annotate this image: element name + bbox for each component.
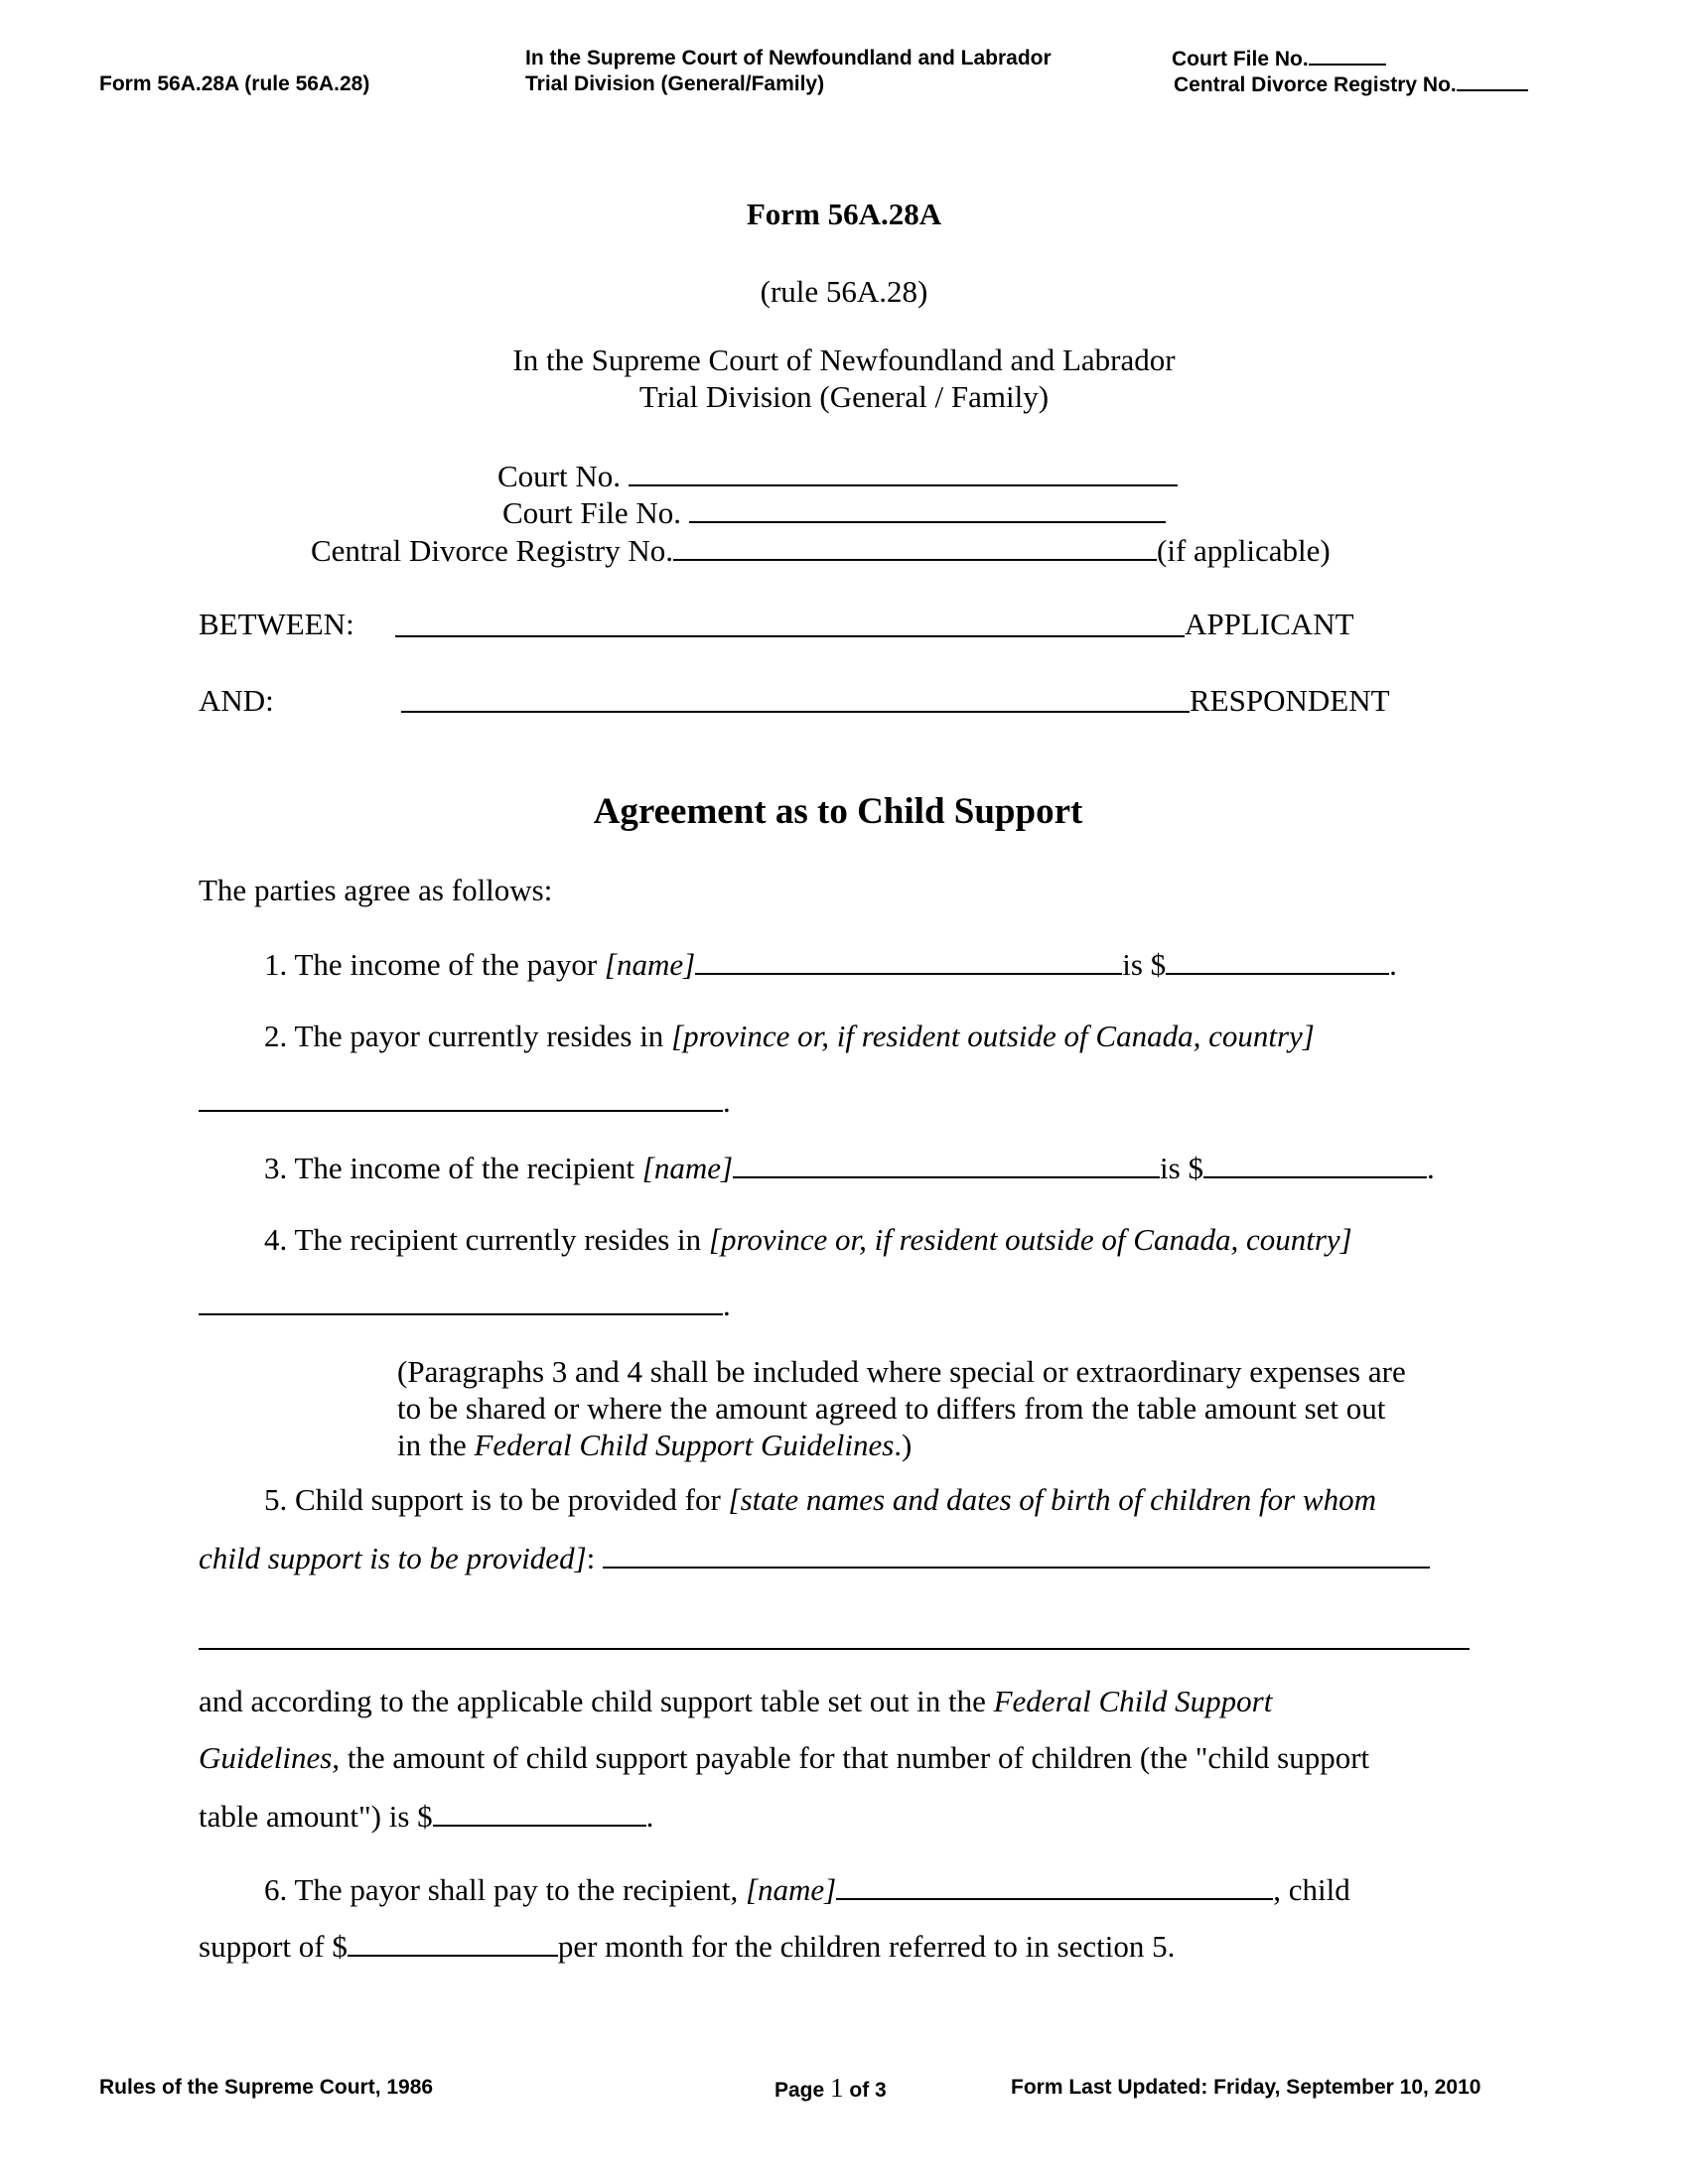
monthly-support-blank[interactable] xyxy=(348,1927,558,1957)
applicant-label: APPLICANT xyxy=(1185,607,1354,641)
recipient-income-blank[interactable] xyxy=(1203,1149,1427,1178)
paragraph-3: 3. The income of the recipient [name] is $ . xyxy=(264,1151,1435,1185)
intro-text: The parties agree as follows: xyxy=(199,873,553,907)
between-label: BETWEEN: xyxy=(199,607,354,641)
court-no-blank[interactable] xyxy=(629,457,1178,486)
court-no-field: Court No. xyxy=(497,457,1178,494)
table-line-1: and according to the applicable child support table set out in the Federal Child Support xyxy=(199,1684,1273,1718)
paragraph-4: 4. The recipient currently resides in [province or, if resident outside of Canada, country] xyxy=(264,1222,1352,1257)
note-line-2: to be shared or where the amount agreed to differs from the table amount set out xyxy=(397,1391,1386,1426)
header-form-ref: Form 56A.28A (rule 56A.28) xyxy=(99,72,370,95)
header-court-line2: Trial Division (General/Family) xyxy=(525,72,825,95)
note-line-1: (Paragraphs 3 and 4 shall be included where special or extraordinary expenses are xyxy=(397,1354,1406,1389)
footer-updated: Form Last Updated: Friday, September 10, 2010 xyxy=(1011,2076,1481,2099)
table-line-3: table amount") is $ . xyxy=(199,1799,654,1834)
court-file-no-field: Court File No. xyxy=(502,493,1166,531)
children-blank-2[interactable] xyxy=(199,1648,1470,1650)
table-amount-blank[interactable] xyxy=(433,1797,646,1827)
payor-income-blank[interactable] xyxy=(1166,945,1389,975)
paragraph-2: 2. The payor currently resides in [province or, if resident outside of Canada, country] xyxy=(264,1019,1315,1053)
paragraph-1: 1. The income of the payor [name] is $ . xyxy=(264,947,1397,982)
and-label: AND: xyxy=(199,683,274,718)
paragraph-5: 5. Child support is to be provided for [state names and dates of birth of children for whom xyxy=(264,1482,1376,1517)
table-line-2: Guidelines, the amount of child support payable for that number of children (the "child support xyxy=(199,1740,1370,1775)
children-blank-1[interactable] xyxy=(603,1539,1430,1569)
recipient-name-blank-2[interactable] xyxy=(836,1870,1273,1900)
paragraph-6: 6. The payor shall pay to the recipient, [name] , child xyxy=(264,1872,1350,1907)
footer-rules: Rules of the Supreme Court, 1986 xyxy=(99,2076,434,2099)
recipient-residence-blank[interactable] xyxy=(199,1286,723,1315)
applicant-name-blank[interactable] xyxy=(395,635,1185,637)
paragraph-6-cont: support of $ per month for the children referred to in section 5. xyxy=(199,1929,1176,1964)
footer-page: Page 1 of 3 xyxy=(774,2073,887,2103)
header-court-line1: In the Supreme Court of Newfoundland and Labrador xyxy=(525,47,1052,69)
header-registry: Central Divorce Registry No. xyxy=(1174,71,1528,98)
registry-no-field: Central Divorce Registry No. (if applicable) xyxy=(311,533,1331,568)
respondent-name-blank[interactable] xyxy=(401,711,1190,713)
recipient-name-blank[interactable] xyxy=(733,1149,1160,1178)
respondent-label: RESPONDENT xyxy=(1190,683,1390,718)
payor-residence-blank[interactable] xyxy=(199,1082,723,1112)
court-file-no-blank[interactable] xyxy=(689,493,1166,523)
court-division: Trial Division (General / Family) xyxy=(638,379,1050,414)
recipient-residence-line: . xyxy=(199,1286,731,1323)
header-court-file: Court File No. xyxy=(1172,46,1386,72)
payor-residence-line: . xyxy=(199,1082,731,1120)
rule-ref: (rule 56A.28) xyxy=(760,274,928,309)
payor-name-blank[interactable] xyxy=(695,945,1122,975)
form-title: Form 56A.28A xyxy=(746,197,942,231)
court-name: In the Supreme Court of Newfoundland and Labrador xyxy=(512,342,1176,377)
paragraph-5-cont: child support is to be provided]: xyxy=(199,1539,1430,1576)
header-registry-blank[interactable] xyxy=(1457,71,1528,91)
registry-no-blank[interactable] xyxy=(673,531,1157,561)
note-line-3: in the Federal Child Support Guidelines.) xyxy=(397,1428,913,1462)
agreement-heading: Agreement as to Child Support xyxy=(593,791,1083,832)
header-court-file-blank[interactable] xyxy=(1309,46,1386,66)
